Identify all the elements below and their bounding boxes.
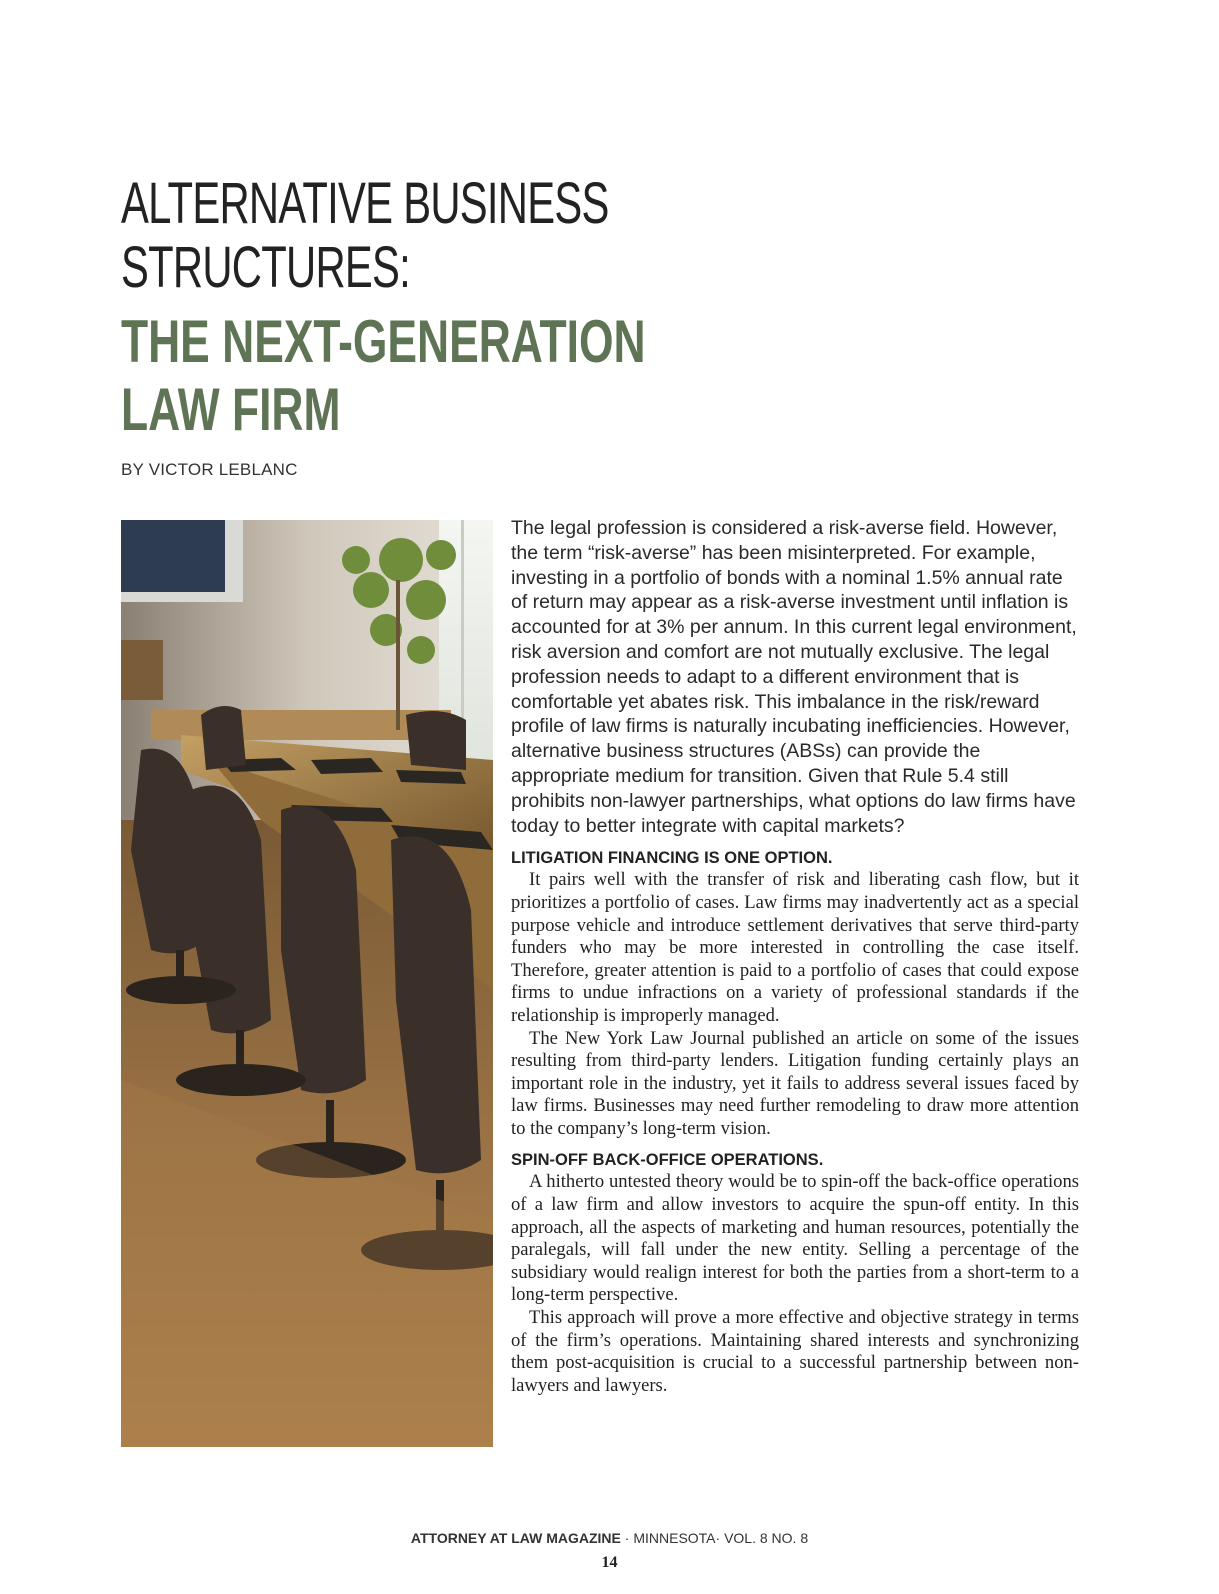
title-line-4: LAW FIRM — [121, 376, 341, 443]
title-line-2: STRUCTURES: — [121, 235, 411, 300]
magazine-name: ATTORNEY AT LAW MAGAZINE — [410, 1530, 621, 1546]
body-paragraph: This approach will prove a more effective and objective strategy in terms of the firm’s operations. Maintaining shared interests and synchronizing them post-acquisition is crucial to a successful partnership between non-lawyers and lawyers. — [511, 1307, 1079, 1396]
section-heading-spin-off: SPIN-OFF BACK-OFFICE OPERATIONS. — [511, 1151, 824, 1170]
page-footer — [0, 1530, 1219, 1546]
issue-info: · MINNESOTA· VOL. 8 NO. 8 — [620, 1530, 809, 1546]
title-line-1: ALTERNATIVE BUSINESS — [121, 171, 609, 236]
article-body — [511, 516, 1079, 1397]
byline: BY VICTOR LEBLANC — [121, 460, 298, 479]
body-paragraph: The New York Law Journal published an article on some of the issues resulting from third-party lenders. Litigation funding certainly plays an important role in the industry, yet it fails to address several issues faced by law firms. Businesses may need further remodeling to draw more attention to the company’s long-term vision. — [511, 1027, 1079, 1139]
conference-room-photo — [121, 520, 493, 1447]
article-title — [121, 172, 821, 444]
section-heading-litigation: LITIGATION FINANCING IS ONE OPTION. — [511, 849, 833, 868]
page-number: 14 — [601, 1554, 618, 1571]
intro-paragraph: The legal profession is considered a risk-averse field. However, the term “risk-averse” has been misinterpreted. For example, investing in a portfolio of bonds with a nominal 1.5% annual rate of return may appear as a risk-averse investment until inflation is accounted for at 3% per annum. In this current legal environment, risk aversion and comfort are not mutually exclusive. The legal profession needs to adapt to a different environment that is comfortable yet abates risk. This imbalance in the risk/reward profile of law firms is naturally incubating inefficiencies. However, alternative business structures (ABSs) can provide the appropriate medium for transition. Given that Rule 5.4 still prohibits non-lawyer partnerships, what options do law firms have today to better integrate with capital markets? — [511, 517, 1077, 837]
body-paragraph: It pairs well with the transfer of risk and liberating cash flow, but it prioritizes a portfolio of cases. Law firms may inadvertently act as a special purpose vehicle and introduce settlement derivatives that serve third-party funders who may be more interested in controlling the case itself. Therefore, greater attention is paid to a portfolio of cases that could expose firms to undue infractions on a variety of professional standards if the relationship is improperly managed. — [511, 869, 1079, 1026]
body-paragraph: A hitherto untested theory would be to spin-off the back-office operations of a law firm and allow investors to acquire the spun-off entity. In this approach, all the aspects of marketing and human resources, potentially the paralegals, will fall under the new entity. Selling a percentage of the subsidiary would realign interest for both the parties from a short-term to a long-term perspective. — [511, 1171, 1079, 1306]
title-line-3: THE NEXT-GENERATION — [121, 308, 646, 375]
